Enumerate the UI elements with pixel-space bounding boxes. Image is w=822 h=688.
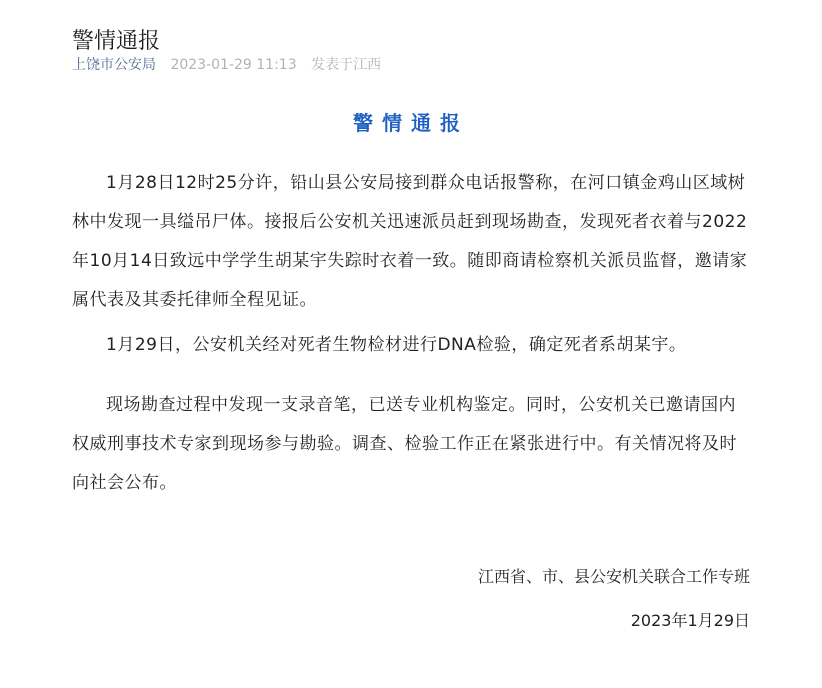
- issuer-signature: 江西省、市、县公安机关联合工作专班: [477, 567, 750, 586]
- author-link[interactable]: 上饶市公安局: [72, 57, 156, 73]
- paragraph-1: 1月28日12时25分许，铅山县公安局接到群众电话报警称，在河口镇金鸡山区域树林中发现一具缢吊尸体。接报后公安机关迅速派员赶到现场勘查，发现死者衣着与2022年10月14日致远中学学生胡某宇失踪时衣着一致。随即商请检察机关派员监督，邀请家属代表及其委托律师全程见证。: [72, 173, 748, 310]
- notice-heading: 警情通报: [353, 111, 469, 135]
- publish-time: 2023-01-29 11:13: [170, 57, 297, 73]
- issue-date: 2023年1月29日: [630, 611, 750, 630]
- paragraph-3: 现场勘查过程中发现一支录音笔，已送专业机构鉴定。同时，公安机关已邀请国内权威刑事技术专家到现场参与勘验。调查、检验工作正在紧张进行中。有关情况将及时向社会公布。: [72, 395, 737, 493]
- article-meta: [72, 55, 381, 75]
- publish-location: 发表于江西: [311, 57, 382, 73]
- paragraph-2: 1月29日，公安机关经对死者生物检材进行DNA检验，确定死者系胡某宇。: [106, 335, 687, 355]
- article-title: 警情通报: [72, 28, 161, 54]
